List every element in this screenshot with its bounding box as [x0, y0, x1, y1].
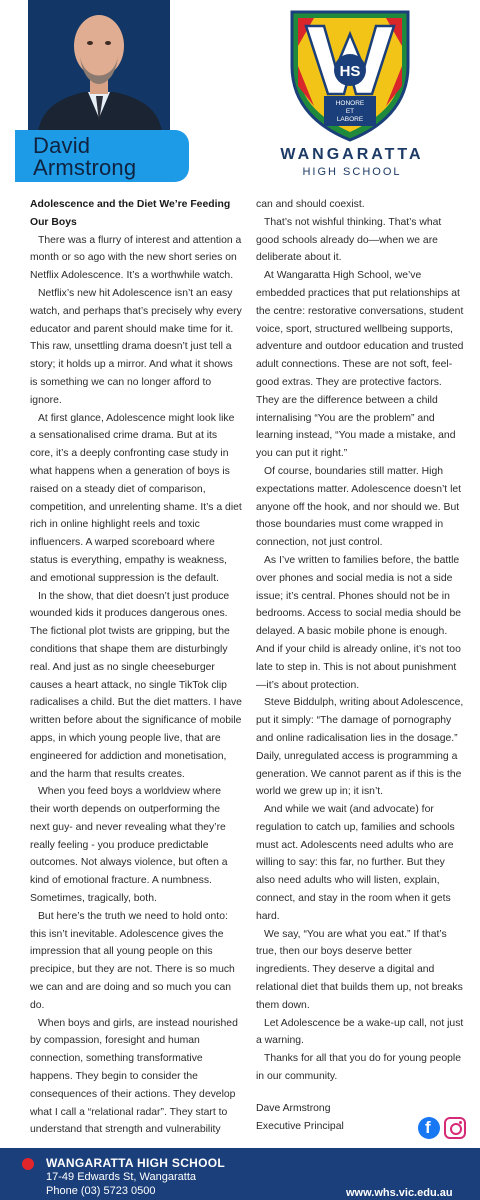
social-icons	[418, 1117, 468, 1141]
author-first-name: David	[33, 133, 91, 158]
signoff-title: Executive Principal	[256, 1120, 344, 1132]
article-paragraph: can and should coexist.	[256, 199, 365, 210]
svg-text:HONORE: HONORE	[335, 100, 365, 107]
article-paragraph: When boys and girls, are instead nourished by compassion, foresight and human connection, something transformative happens. They begin to consider the consequences of their actions. They develop what I call a “relational radar”. They start to understand that strength and vulnerability	[30, 1017, 238, 1136]
article-paragraph: As I’ve written to families before, the battle over phones and social media is not a side issue; it’s central. Phones should not be in bedrooms. Access to social media should be delayed. A basic mobile phone is enough. And if your child is already online, it’s not too late to step in. This is not about punishment—it’s about protection.	[256, 554, 462, 691]
school-name: WANGARATTA	[280, 146, 424, 163]
instagram-icon[interactable]	[444, 1117, 466, 1139]
footer-bar	[0, 1148, 480, 1200]
article-paragraph: But here’s the truth we need to hold onto: this isn’t inevitable. Adolescence gives the impression that all young people on this precipice, but they are not. There is so much we can and are doing and so much you can do.	[30, 910, 235, 1011]
article-paragraph: In the show, that diet doesn’t just produce wounded kids it produces dangerous ones. The fictional plot twists are gripping, but the conditions that shape them are disturbingly real. And just as no single cheeseburger causes a heart attack, no single TikTok clip radicalises a child. But the diet matters. I have written before about the significance of mobile apps, in which young people live, that are engineered for addiction and monetisation, and the harm that results creates.	[30, 590, 242, 780]
article-paragraph: Steve Biddulph, writing about Adolescence, put it simply: “The damage of pornography and online radicalisation lies in the dosage.” Daily, unregulated access is programming a generation. We cannot parent as if this is the world we grew up in; it isn’t.	[256, 697, 464, 798]
article-paragraph: Thanks for all that you do for young people in our community.	[256, 1053, 461, 1083]
svg-text:HS: HS	[339, 63, 361, 80]
school-subtitle: HIGH SCHOOL	[302, 166, 402, 178]
author-last-name: Armstrong	[33, 155, 137, 180]
author-name-banner	[15, 130, 189, 182]
svg-text:ET: ET	[345, 108, 355, 115]
article-title: Adolescence and the Diet We’re Feeding Our Boys	[30, 199, 231, 228]
article-paragraph: At Wangaratta High School, we’ve embedded practices that put relationships at the centre: restorative conversations, student voice, sport, structured wellbeing supports, adventure and outdoor education and trusted adult connections. These are not soft, feel-good extras. They are protective factors. They are the difference between a child internalising “You are the problem” and learning instead, “You made a mistake, and you can put it right.”	[256, 270, 464, 460]
svg-text:LABORE: LABORE	[336, 116, 364, 123]
article-signoff	[256, 1100, 344, 1136]
article-paragraph: Of course, boundaries still matter. High expectations matter. Adolescence doesn’t let anyone off the hook, and nor should we. But those boundaries must come wrapped in connection, not just control.	[256, 465, 462, 549]
article-paragraph: At first glance, Adolescence might look like a sensationalised crime drama. But at its core, it’s a deeply confronting case study in what happens when a generation of boys is raised on a steady diet of comparison, competition, and unrelenting shame. It’s a diet rich in online highlight reels and toxic influencers. A warped scoreboard where status is everything, empathy is weakness, and emotional suppression is the default.	[30, 412, 242, 584]
footer-school-name: WANGARATTA HIGH SCHOOL	[46, 1156, 226, 1170]
school-crest-logo	[284, 6, 416, 142]
article-paragraph: When you feed boys a worldview where their worth depends on outperforming the next guy- and never revealing what they’re really feeling - you produce predictable outcomes. Not always violence, but often a kind of emotional fracture. A numbness. Sometimes, tragically, both.	[30, 786, 228, 905]
article-paragraph: Let Adolescence be a wake-up call, not just a warning.	[256, 1017, 464, 1047]
author-photo	[28, 0, 170, 132]
location-pin-icon	[22, 1158, 34, 1170]
article-paragraph: And while we wait (and advocate) for regulation to catch up, families and schools must act. Adolescents need adults who are willing to say: this far, no further. But they also need adults who will listen, explain, connect, and stay in the room when it gets hard.	[256, 804, 455, 922]
article-paragraph: Netflix’s new hit Adolescence isn’t an easy watch, and perhaps that’s precisely why every educator and parent should make time for it. This raw, unsettling drama doesn’t just tell a story; it holds up a mirror. And what it shows is something we can no longer afford to ignore.	[30, 287, 242, 406]
article-paragraph: We say, “You are what you eat.” If that’s true, then our boys deserve better ingredients. They deserve a digital and relational diet that builds them up, not breaks them down.	[256, 928, 463, 1011]
article-paragraph: That’s not wishful thinking. That’s what good schools already do—when we are deliberate about it.	[256, 216, 442, 264]
footer-phone: Phone (03) 5723 0500	[46, 1185, 156, 1197]
signoff-name: Dave Armstrong	[256, 1103, 331, 1114]
article-column-left	[30, 196, 242, 1139]
footer-website-link[interactable]: www.whs.vic.edu.au	[346, 1187, 453, 1199]
footer-address: 17-49 Edwards St, Wangaratta	[46, 1171, 197, 1183]
article-column-right	[256, 196, 466, 1086]
article-paragraph: There was a flurry of interest and attention a month or so ago with the new short series on Netflix Adolescence. It’s a worthwhile watch.	[30, 234, 242, 282]
facebook-icon[interactable]: f	[418, 1117, 440, 1139]
